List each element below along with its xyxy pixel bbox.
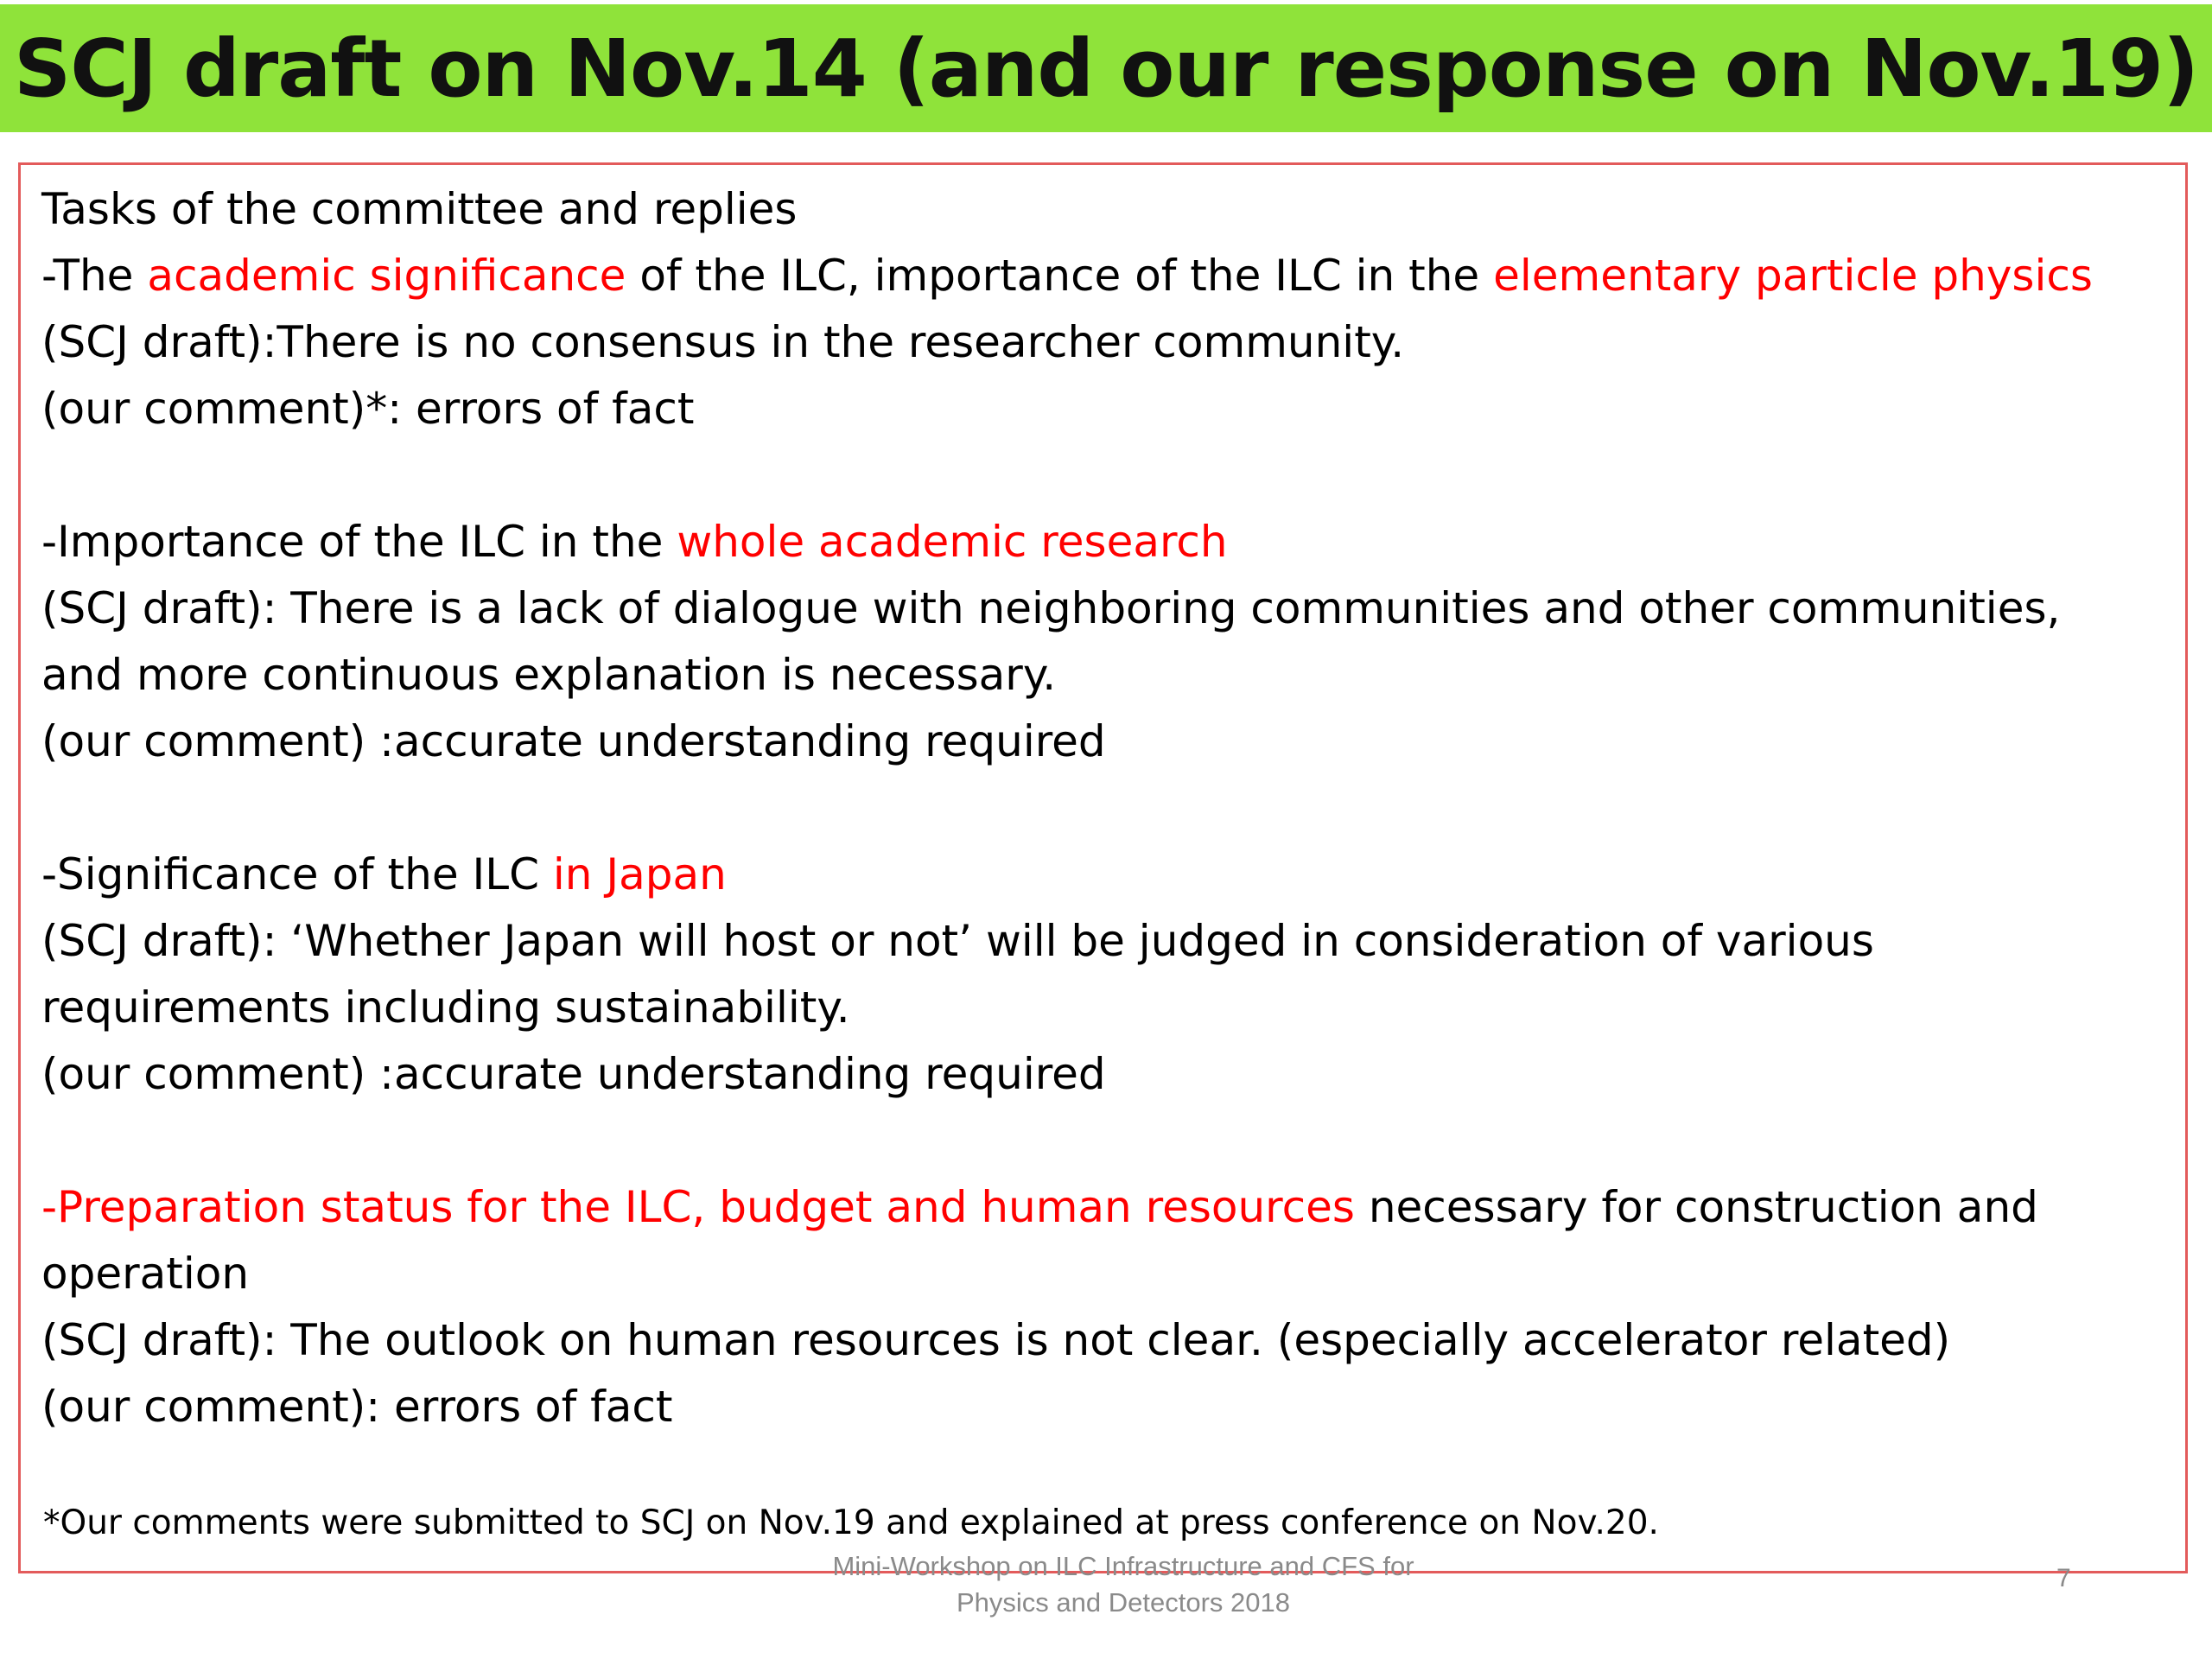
task2-title bbox=[41, 509, 2176, 575]
task1-scj-draft: (SCJ draft):There is no consensus in the researcher community. bbox=[41, 317, 1405, 367]
footer-line1: Mini-Workshop on ILC Infrastructure and CFS for bbox=[832, 1551, 1414, 1581]
task2-scj-draft-line2: and more continuous explanation is necessary. bbox=[41, 650, 1057, 700]
task3-scj-draft-line2: requirements including sustainability. bbox=[41, 982, 850, 1033]
slide-title: SCJ draft on Nov.14 (and our response on Nov.19) bbox=[13, 22, 2199, 115]
task1-prefix: -The bbox=[41, 251, 148, 301]
title-bar bbox=[0, 4, 2212, 132]
footnote: *Our comments were submitted to SCJ on Nov.19 and explained at press conference on Nov.20. bbox=[43, 1503, 1659, 1542]
task3-our-comment: (our comment) :accurate understanding required bbox=[41, 1049, 1106, 1099]
task4-our-comment: (our comment): errors of fact bbox=[41, 1382, 673, 1432]
task4-highlight: -Preparation status for the ILC, budget and human resources bbox=[41, 1182, 1355, 1232]
footer-line2: Physics and Detectors 2018 bbox=[957, 1587, 1290, 1618]
spacer bbox=[41, 442, 2176, 509]
task2-our-comment: (our comment) :accurate understanding required bbox=[41, 716, 1106, 766]
task3-scj-draft-line1: (SCJ draft): ‘Whether Japan will host or not’ will be judged in consideration of various bbox=[41, 916, 1874, 966]
task3-prefix: -Significance of the ILC bbox=[41, 849, 553, 899]
task2-scj-draft-line1: (SCJ draft): There is a lack of dialogue with neighboring communities and other communities, bbox=[41, 583, 2061, 633]
spacer bbox=[41, 1108, 2176, 1174]
task4-scj-draft: (SCJ draft): The outlook on human resources is not clear. (especially accelerator related) bbox=[41, 1315, 1951, 1365]
task3-title bbox=[41, 842, 2176, 908]
slide-footer bbox=[691, 1548, 1555, 1621]
section-heading: Tasks of the committee and replies bbox=[41, 184, 798, 234]
task1-our-comment: (our comment)*: errors of fact bbox=[41, 384, 695, 434]
spacer bbox=[41, 775, 2176, 842]
task1-highlight-academic: academic significance bbox=[147, 251, 626, 301]
task4-title bbox=[41, 1174, 2176, 1241]
task1-title bbox=[41, 243, 2176, 309]
task1-middle: of the ILC, importance of the ILC in the bbox=[626, 251, 1494, 301]
task3-highlight: in Japan bbox=[552, 849, 727, 899]
task4-suffix: necessary for construction and bbox=[1354, 1182, 2038, 1232]
content-text bbox=[41, 176, 2176, 1440]
task4-title-line2: operation bbox=[41, 1249, 250, 1299]
page-number: 7 bbox=[2056, 1564, 2071, 1592]
task1-highlight-particle: elementary particle physics bbox=[1493, 251, 2093, 301]
task2-highlight: whole academic research bbox=[677, 517, 1228, 567]
task2-prefix: -Importance of the ILC in the bbox=[41, 517, 677, 567]
